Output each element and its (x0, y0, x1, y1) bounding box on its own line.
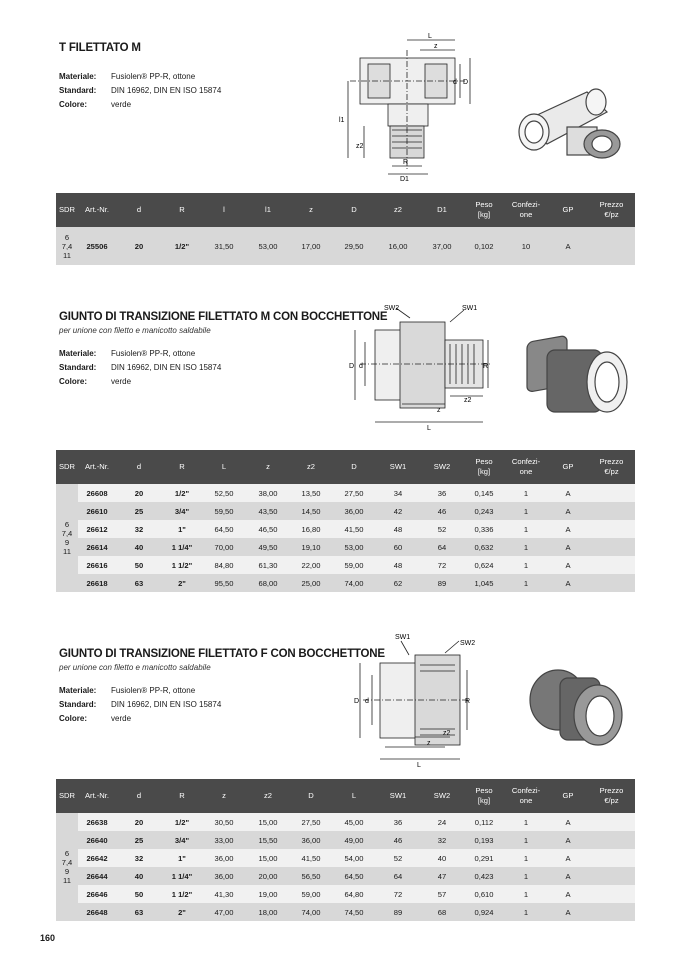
table-cell: 1/2" (162, 227, 202, 265)
table-cell: 1 (504, 520, 548, 538)
table-cell: 0,632 (464, 538, 504, 556)
col-header: Confezi- one (504, 193, 548, 227)
sdr-value: 7,4 (61, 858, 73, 867)
svg-text:R: R (483, 363, 489, 370)
table-row (56, 502, 635, 520)
table-cell (588, 903, 635, 921)
table-cell: A (548, 903, 588, 921)
col-header: GP (548, 193, 588, 227)
col-header: Peso [kg] (464, 779, 504, 813)
table-cell: 25 (116, 502, 162, 520)
table-cell (588, 885, 635, 903)
section3-specs (59, 684, 221, 726)
col-header: R (162, 779, 202, 813)
col-header: D1 (420, 193, 464, 227)
col-header: d (116, 450, 162, 484)
table-cell: 74,00 (290, 903, 332, 921)
table-cell: 64 (420, 538, 464, 556)
col-header: z (290, 193, 332, 227)
table-row (56, 885, 635, 903)
col-header: z2 (290, 450, 332, 484)
table-cell: A (548, 520, 588, 538)
svg-text:l1: l1 (339, 117, 345, 124)
table-cell: 89 (420, 574, 464, 592)
col-header: Art.-Nr. (78, 450, 116, 484)
col-header: L (332, 779, 376, 813)
table-cell: A (548, 885, 588, 903)
col-header: l1 (246, 193, 290, 227)
sdr-value: 11 (63, 876, 71, 885)
section2-specs (59, 347, 221, 389)
table-cell: 47,00 (202, 903, 246, 921)
col-header: SW2 (420, 779, 464, 813)
svg-text:SW1: SW1 (395, 634, 411, 641)
table-cell: 53,00 (246, 227, 290, 265)
table-cell: 33,00 (202, 831, 246, 849)
table-cell: 0,112 (464, 813, 504, 831)
section2-subtitle: per unione con filetto e manicotto saldabile (59, 326, 211, 335)
table-cell: 41,30 (202, 885, 246, 903)
section1-title: T FILETTATO M (59, 42, 141, 54)
spec-key: Standard: (59, 700, 97, 709)
section2-table-body (56, 484, 635, 592)
table-row (56, 813, 635, 831)
table-cell (588, 538, 635, 556)
table-cell: 16,80 (290, 520, 332, 538)
col-header: R (162, 193, 202, 227)
svg-text:d: d (453, 79, 457, 86)
col-header: SW1 (376, 779, 420, 813)
section1-specs (59, 70, 221, 112)
table-cell: 20 (116, 813, 162, 831)
article-number: 26640 (78, 831, 116, 849)
sdr-cell (56, 227, 78, 265)
section3-title: GIUNTO DI TRANSIZIONE FILETTATO F CON BOCCHETTONE (59, 648, 385, 660)
col-header: Art.-Nr. (78, 193, 116, 227)
page-number: 160 (40, 933, 56, 943)
table-cell: 36,00 (202, 867, 246, 885)
article-number: 26638 (78, 813, 116, 831)
section3-subtitle: per unione con filetto e manicotto saldabile (59, 663, 211, 672)
table-cell: 59,50 (202, 502, 246, 520)
col-header: D (332, 193, 376, 227)
col-header: Peso [kg] (464, 450, 504, 484)
table-cell: 20,00 (246, 867, 290, 885)
spec-value: verde (111, 377, 132, 386)
table-cell: 24 (420, 813, 464, 831)
col-header: l (202, 193, 246, 227)
svg-text:SW2: SW2 (460, 640, 476, 647)
table-cell: 1" (162, 849, 202, 867)
table-cell (588, 831, 635, 849)
table-cell: 1 1/2" (162, 885, 202, 903)
table-cell: 1 (504, 831, 548, 849)
col-header: SDR (56, 450, 78, 484)
table-cell (588, 867, 635, 885)
table-cell: 68,00 (246, 574, 290, 592)
table-cell: 19,10 (290, 538, 332, 556)
article-number: 26616 (78, 556, 116, 574)
article-number: 26648 (78, 903, 116, 921)
sdr-value: 11 (63, 547, 71, 556)
table-cell: 0,624 (464, 556, 504, 574)
spec-key: Colore: (59, 377, 87, 386)
table-cell: 1 (504, 502, 548, 520)
svg-text:SW1: SW1 (462, 305, 478, 312)
table-cell: 1 (504, 813, 548, 831)
table-cell (588, 813, 635, 831)
table-cell: 1 (504, 484, 548, 502)
table-cell: 27,50 (290, 813, 332, 831)
table-cell: 74,00 (332, 574, 376, 592)
col-header: R (162, 450, 202, 484)
col-header: z (246, 450, 290, 484)
section2-title: GIUNTO DI TRANSIZIONE FILETTATO M CON BOCCHETTONE (59, 311, 388, 323)
table-row (56, 520, 635, 538)
table-cell: 47 (420, 867, 464, 885)
section3-table (56, 779, 635, 921)
table-cell: 50 (116, 885, 162, 903)
table-cell: 1 (504, 885, 548, 903)
svg-text:z: z (427, 740, 431, 747)
table-cell: 3/4" (162, 502, 202, 520)
table-cell: 46 (420, 502, 464, 520)
table-cell: 49,50 (246, 538, 290, 556)
table-cell: A (548, 227, 588, 265)
table-cell: 0,102 (464, 227, 504, 265)
spec-value: Fusiolen® PP-R, ottone (111, 349, 196, 358)
table-cell: A (548, 867, 588, 885)
col-header: GP (548, 450, 588, 484)
article-number: 26642 (78, 849, 116, 867)
svg-text:D: D (349, 363, 355, 370)
section2-table (56, 450, 635, 592)
col-header: Confezi- one (504, 779, 548, 813)
table-cell: 70,00 (202, 538, 246, 556)
union-m-technical-drawing (340, 300, 500, 435)
table-cell: 15,00 (246, 849, 290, 867)
col-header: GP (548, 779, 588, 813)
table-cell: 36,00 (290, 831, 332, 849)
sdr-value: 11 (63, 250, 71, 260)
table-cell: A (548, 538, 588, 556)
table-cell: 34 (376, 484, 420, 502)
table-cell: 2" (162, 574, 202, 592)
spec-key: Standard: (59, 86, 97, 95)
spec-value: DIN 16962, DIN EN ISO 15874 (111, 86, 222, 95)
table-cell: 41,50 (332, 520, 376, 538)
table-cell: 64,80 (332, 885, 376, 903)
table-row (56, 484, 635, 502)
table-row (56, 538, 635, 556)
table-cell: 32 (116, 520, 162, 538)
table-row (56, 903, 635, 921)
table-cell: 57 (420, 885, 464, 903)
table-cell: 32 (420, 831, 464, 849)
table-cell: 50 (116, 556, 162, 574)
table-cell: 0,291 (464, 849, 504, 867)
svg-text:R: R (465, 698, 471, 705)
svg-text:z: z (437, 407, 441, 414)
svg-text:d: d (365, 698, 369, 705)
table-cell: 14,50 (290, 502, 332, 520)
table-cell: 1 1/4" (162, 867, 202, 885)
table-row (56, 574, 635, 592)
table-cell: 84,80 (202, 556, 246, 574)
spec-key: Colore: (59, 100, 87, 109)
table-cell: 1,045 (464, 574, 504, 592)
sdr-cell (56, 484, 78, 592)
table-cell: 32 (116, 849, 162, 867)
table-cell: 59,00 (332, 556, 376, 574)
spec-value: verde (111, 100, 132, 109)
table-cell: 38,00 (246, 484, 290, 502)
spec-value: DIN 16962, DIN EN ISO 15874 (111, 363, 222, 372)
table-cell: 22,00 (290, 556, 332, 574)
table-cell: 15,00 (246, 813, 290, 831)
table-cell: 0,145 (464, 484, 504, 502)
table-cell: 52 (420, 520, 464, 538)
svg-text:D1: D1 (400, 176, 409, 182)
table-row (56, 556, 635, 574)
table-cell: 40 (116, 538, 162, 556)
table-cell (588, 484, 635, 502)
table-cell: 43,50 (246, 502, 290, 520)
table-cell: A (548, 813, 588, 831)
table-row (56, 867, 635, 885)
table-cell: 1 (504, 574, 548, 592)
table-cell: 36 (420, 484, 464, 502)
table-cell: 31,50 (202, 227, 246, 265)
table-cell: 0,193 (464, 831, 504, 849)
svg-text:z: z (434, 43, 438, 50)
sdr-value: 7,4 (61, 241, 73, 251)
table-cell: 63 (116, 574, 162, 592)
svg-text:D: D (354, 698, 360, 705)
table-cell: 13,50 (290, 484, 332, 502)
table-cell: 53,00 (332, 538, 376, 556)
section1-table (56, 193, 635, 265)
table-cell: 95,50 (202, 574, 246, 592)
table-cell: 74,50 (332, 903, 376, 921)
table-cell: 52 (376, 849, 420, 867)
col-header: D (332, 450, 376, 484)
spec-value: Fusiolen® PP-R, ottone (111, 72, 196, 81)
col-header: SW1 (376, 450, 420, 484)
sdr-value: 6 (64, 520, 70, 529)
article-number: 26646 (78, 885, 116, 903)
table-cell: 16,00 (376, 227, 420, 265)
table-cell: A (548, 831, 588, 849)
table-cell: 68 (420, 903, 464, 921)
table-cell: 54,00 (332, 849, 376, 867)
col-header: z (202, 779, 246, 813)
sdr-value: 9 (64, 867, 70, 876)
col-header: Peso [kg] (464, 193, 504, 227)
table-cell: 72 (376, 885, 420, 903)
table-cell (588, 520, 635, 538)
union-f-technical-drawing (345, 625, 485, 770)
table-cell: 1/2" (162, 484, 202, 502)
table-cell: 1" (162, 520, 202, 538)
table-cell: 10 (504, 227, 548, 265)
table-cell: 29,50 (332, 227, 376, 265)
table-cell: 25,00 (290, 574, 332, 592)
article-number: 26618 (78, 574, 116, 592)
table-cell (588, 849, 635, 867)
section3-table-body (56, 813, 635, 921)
table-cell: 1 (504, 556, 548, 574)
col-header: Prezzo €/pz (588, 193, 635, 227)
table-cell: 64 (376, 867, 420, 885)
table-cell: 0,243 (464, 502, 504, 520)
table-cell: 64,50 (332, 867, 376, 885)
col-header: Prezzo €/pz (588, 779, 635, 813)
table-row (56, 849, 635, 867)
svg-text:z2: z2 (464, 397, 472, 404)
table-cell: 63 (116, 903, 162, 921)
union-m-product-image (512, 330, 637, 425)
col-header: Confezi- one (504, 450, 548, 484)
union-f-product-image (520, 660, 635, 760)
table-cell: 42 (376, 502, 420, 520)
table-cell: 0,610 (464, 885, 504, 903)
table-cell (588, 227, 635, 265)
spec-key: Materiale: (59, 349, 97, 358)
col-header: L (202, 450, 246, 484)
table-cell: 64,50 (202, 520, 246, 538)
table-cell: 56,50 (290, 867, 332, 885)
table-cell: 1 1/2" (162, 556, 202, 574)
svg-text:z2: z2 (443, 730, 451, 737)
col-header: z2 (376, 193, 420, 227)
table-cell: 25 (116, 831, 162, 849)
article-number: 26610 (78, 502, 116, 520)
svg-text:L: L (417, 762, 421, 769)
table-cell: 40 (420, 849, 464, 867)
tee-technical-drawing (330, 30, 480, 182)
table-cell: 60 (376, 538, 420, 556)
table-cell: 2" (162, 903, 202, 921)
table-cell: 61,30 (246, 556, 290, 574)
table-cell: 0,924 (464, 903, 504, 921)
table-cell: 27,50 (332, 484, 376, 502)
table-cell: 18,00 (246, 903, 290, 921)
table-cell: 52,50 (202, 484, 246, 502)
table-cell: 48 (376, 520, 420, 538)
table-cell (588, 574, 635, 592)
col-header: SDR (56, 193, 78, 227)
article-number: 26608 (78, 484, 116, 502)
table-cell: 25506 (78, 227, 116, 265)
table-cell: 49,00 (332, 831, 376, 849)
sdr-value: 9 (64, 538, 70, 547)
table-cell: 0,336 (464, 520, 504, 538)
col-header: Prezzo €/pz (588, 450, 635, 484)
table-cell: 1 (504, 849, 548, 867)
spec-value: DIN 16962, DIN EN ISO 15874 (111, 700, 222, 709)
table-cell: 0,423 (464, 867, 504, 885)
spec-key: Standard: (59, 363, 97, 372)
table-cell: A (548, 556, 588, 574)
tee-product-image (512, 82, 637, 167)
table-cell: 48 (376, 556, 420, 574)
table-cell: 17,00 (290, 227, 332, 265)
table-cell: A (548, 574, 588, 592)
table-cell: 37,00 (420, 227, 464, 265)
table-cell: A (548, 484, 588, 502)
col-header: d (116, 193, 162, 227)
article-number: 26612 (78, 520, 116, 538)
table-cell: 40 (116, 867, 162, 885)
article-number: 26644 (78, 867, 116, 885)
table-cell: 36,00 (332, 502, 376, 520)
sdr-value: 7,4 (61, 529, 73, 538)
sdr-value: 6 (64, 232, 70, 242)
table-cell: 1/2" (162, 813, 202, 831)
table-cell: 46,50 (246, 520, 290, 538)
table-cell: 15,50 (246, 831, 290, 849)
table-cell: 1 1/4" (162, 538, 202, 556)
table-cell: 3/4" (162, 831, 202, 849)
table-cell: 19,00 (246, 885, 290, 903)
table-cell: 1 (504, 867, 548, 885)
table-cell (588, 502, 635, 520)
spec-key: Materiale: (59, 72, 97, 81)
col-header: D (290, 779, 332, 813)
sdr-value: 6 (64, 849, 70, 858)
svg-text:d: d (359, 363, 363, 370)
svg-text:z2: z2 (356, 143, 364, 150)
table-cell: 62 (376, 574, 420, 592)
svg-text:L: L (427, 425, 431, 432)
table-cell: 89 (376, 903, 420, 921)
table-cell: 1 (504, 538, 548, 556)
spec-value: Fusiolen® PP-R, ottone (111, 686, 196, 695)
table-cell (588, 556, 635, 574)
svg-text:SW2: SW2 (384, 305, 400, 312)
table-cell: 36 (376, 813, 420, 831)
table-cell: 20 (116, 484, 162, 502)
table-cell: 20 (116, 227, 162, 265)
svg-text:D: D (463, 79, 469, 86)
col-header: d (116, 779, 162, 813)
spec-key: Materiale: (59, 686, 97, 695)
col-header: Art.-Nr. (78, 779, 116, 813)
table-cell: A (548, 849, 588, 867)
table-cell: 41,50 (290, 849, 332, 867)
table-cell: 1 (504, 903, 548, 921)
table-cell: 72 (420, 556, 464, 574)
table-cell: 30,50 (202, 813, 246, 831)
table-cell: 46 (376, 831, 420, 849)
spec-value: verde (111, 714, 132, 723)
sdr-cell (56, 813, 78, 921)
spec-key: Colore: (59, 714, 87, 723)
table-row (56, 831, 635, 849)
col-header: SW2 (420, 450, 464, 484)
svg-text:L: L (428, 33, 432, 40)
table-cell: A (548, 502, 588, 520)
table-cell: 45,00 (332, 813, 376, 831)
svg-text:R: R (403, 159, 409, 166)
table-cell: 59,00 (290, 885, 332, 903)
table-cell: 36,00 (202, 849, 246, 867)
col-header: z2 (246, 779, 290, 813)
col-header: SDR (56, 779, 78, 813)
article-number: 26614 (78, 538, 116, 556)
